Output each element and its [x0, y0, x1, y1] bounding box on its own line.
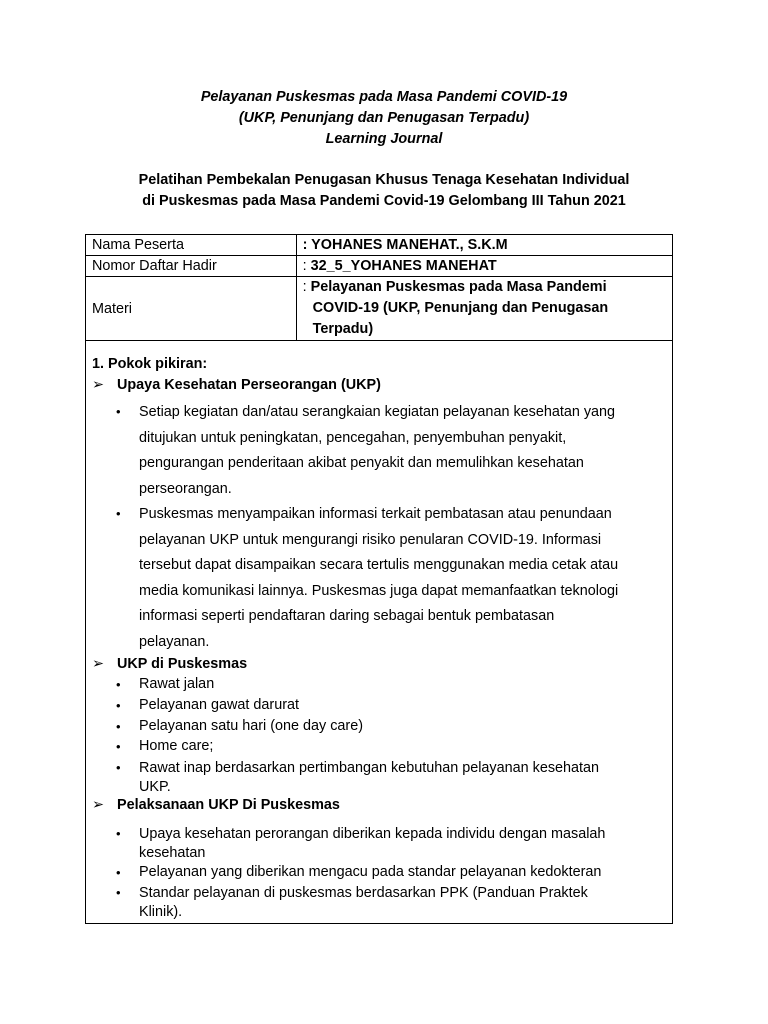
material-label: Materi — [86, 277, 297, 341]
list-item: Pelayanan satu hari (one day care) — [139, 718, 363, 734]
participant-name-value: : YOHANES MANEHAT., S.K.M — [296, 235, 672, 256]
table-row — [86, 235, 673, 256]
table-row — [86, 277, 673, 341]
training-subtitle-line1: Pelatihan Pembekalan Penugasan Khusus Tenaga Kesehatan Individual — [138, 172, 630, 188]
participant-name-label: Nama Peserta — [86, 235, 297, 256]
paragraph-line: perseorangan. — [139, 480, 232, 497]
paragraph-line: pelayanan. — [139, 633, 210, 650]
bullet-icon: • — [116, 885, 121, 900]
list-item: Rawat jalan — [139, 676, 215, 692]
paragraph-line: pelayanan UKP untuk mengurangi risiko penularan COVID-19. Informasi — [139, 531, 602, 548]
paragraph-line: tersebut dapat disampaikan secara tertulis menggunakan media cetak atau — [139, 557, 619, 573]
section-heading-pokok-pikiran: 1. Pokok pikiran: — [92, 356, 208, 372]
paragraph-line: media komunikasi lainnya. Puskesmas juga dapat memanfaatkan teknologi — [139, 582, 619, 599]
list-item — [139, 884, 662, 922]
bullet-icon: • — [116, 719, 121, 734]
attendance-number-value: 32_5_YOHANES MANEHAT — [310, 258, 497, 274]
document-title-line3: Learning Journal — [325, 131, 443, 147]
attendance-number-label: Nomor Daftar Hadir — [86, 256, 297, 277]
heading-ukp-di-puskesmas: UKP di Puskesmas — [117, 656, 248, 672]
table-row — [86, 256, 673, 277]
list-item: Pelayanan gawat darurat — [139, 697, 300, 713]
arrow-bullet-icon: ➢ — [92, 377, 105, 393]
document-title-line1: Pelayanan Puskesmas pada Masa Pandemi COVID-19 — [200, 89, 568, 105]
paragraph-line: Klinik). — [139, 904, 183, 920]
paragraph-line: informasi seperti pendaftaran daring sebagai bentuk pembatasan — [139, 608, 555, 624]
paragraph-line: UKP. — [139, 779, 171, 795]
material-value-line3: Terpadu) — [312, 321, 374, 337]
list-item — [139, 825, 662, 863]
bullet-icon: • — [116, 826, 121, 841]
bullet-icon: • — [116, 739, 121, 754]
participant-info-table — [85, 234, 673, 341]
paragraph-line: Rawat inap berdasarkan pertimbangan kebutuhan pelayanan kesehatan — [139, 760, 600, 776]
material-value-line1: Pelayanan Puskesmas pada Masa Pandemi — [310, 279, 607, 295]
paragraph-line: Standar pelayanan di puskesmas berdasarkan PPK (Panduan Praktek — [139, 885, 588, 901]
training-subtitle-line2: di Puskesmas pada Masa Pandemi Covid-19 Gelombang III Tahun 2021 — [142, 193, 626, 209]
paragraph-line: pengurangan penderitaan akibat penyakit dan memulihkan kesehatan — [139, 455, 584, 471]
list-item: Pelayanan yang diberikan mengacu pada standar pelayanan kedokteran — [139, 864, 602, 880]
arrow-bullet-icon: ➢ — [92, 797, 105, 813]
paragraph-line: Puskesmas menyampaikan informasi terkait pembatasan atau penundaan — [139, 506, 612, 522]
list-item: Home care; — [139, 738, 214, 754]
ukp-definition-paragraph — [139, 400, 662, 502]
paragraph-line: Upaya kesehatan perorangan diberikan kepada individu dengan masalah — [139, 826, 606, 842]
bullet-icon: • — [116, 677, 121, 692]
paragraph-line: ditujukan untuk peningkatan, pencegahan, penyembuhan penyakit, — [139, 429, 567, 446]
heading-pelaksanaan-ukp: Pelaksanaan UKP Di Puskesmas — [117, 797, 340, 813]
paragraph-line: Setiap kegiatan dan/atau serangkaian kegiatan pelayanan kesehatan yang — [139, 404, 616, 420]
document-title-line2: (UKP, Penunjang dan Penugasan Terpadu) — [238, 110, 530, 126]
attendance-number-cell — [296, 256, 672, 277]
bullet-icon: • — [116, 865, 121, 880]
heading-ukp: Upaya Kesehatan Perseorangan (UKP) — [117, 377, 381, 393]
bullet-icon: • — [116, 506, 121, 521]
material-cell — [296, 277, 672, 341]
ukp-restriction-paragraph — [139, 502, 662, 655]
bullet-icon: • — [116, 698, 121, 713]
material-value-line2: COVID-19 (UKP, Penunjang dan Penugasan — [312, 300, 609, 316]
bullet-icon: • — [116, 760, 121, 775]
bullet-icon: • — [116, 404, 121, 419]
colon-prefix: : — [302, 258, 311, 274]
arrow-bullet-icon: ➢ — [92, 656, 105, 672]
paragraph-line: kesehatan — [139, 845, 206, 861]
list-item — [139, 759, 662, 797]
colon-prefix: : — [302, 279, 311, 295]
